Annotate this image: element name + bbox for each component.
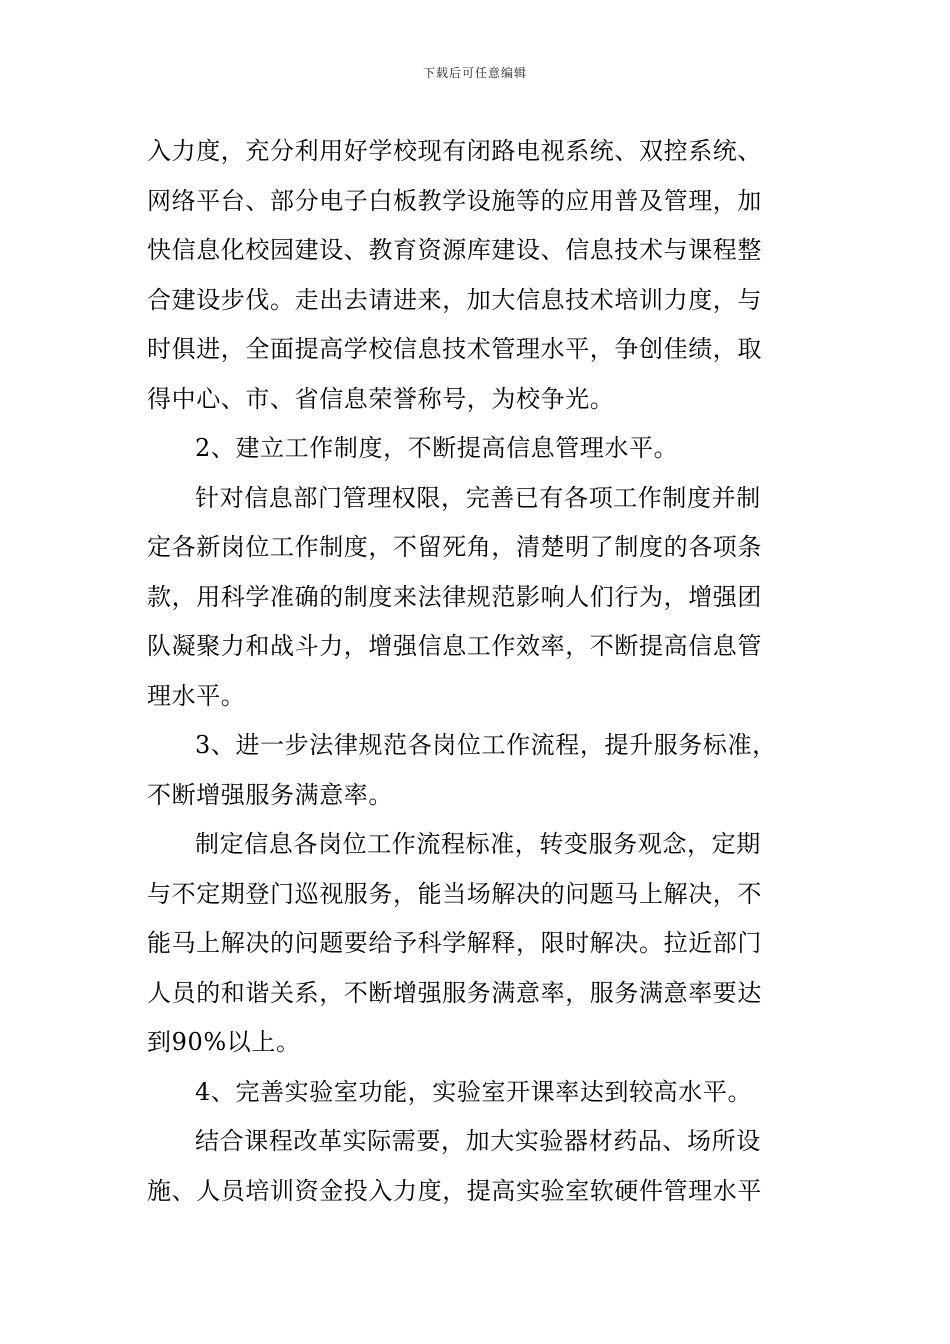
text-line: 定各新岗位工作制度，不留死角，清楚明了制度的各项条 — [147, 533, 762, 561]
text-line: 得中心、市、省信息荣誉称号，为校争光。 — [147, 384, 615, 413]
text-line: 时俱进，全面提高学校信息技术管理水平，争创佳绩，取 — [147, 335, 762, 363]
text-line: 入力度，充分利用好学校现有闭路电视系统、双控系统、 — [147, 137, 762, 165]
text-line: 能马上解决的问题要给予科学解释，限时解决。拉近部门 — [147, 929, 762, 957]
body-text — [147, 127, 807, 1216]
text-line: 到90%以上。 — [147, 1028, 301, 1056]
text-line: 快信息化校园建设、教育资源库建设、信息技术与课程整 — [147, 236, 762, 264]
text-line: 针对信息部门管理权限，完善已有各项工作制度并制 — [195, 483, 761, 512]
section-heading-2: 2、建立工作制度，不断提高信息管理水平。 — [195, 434, 679, 462]
text-line: 制定信息各岗位工作流程标准，转变服务观念，定期 — [195, 830, 761, 858]
text-line: 不断增强服务满意率。 — [147, 780, 393, 809]
text-line: 队凝聚力和战斗力，增强信息工作效率，不断提高信息管 — [147, 632, 762, 660]
text-line: 合建设步伐。走出去请进来，加大信息技术培训力度，与 — [147, 285, 762, 314]
section-heading-4: 4、完善实验室功能，实验室开课率达到较高水平。 — [195, 1077, 753, 1106]
text-line: 与不定期登门巡视服务，能当场解决的问题马上解决，不 — [147, 879, 762, 908]
text-line: 网络平台、部分电子白板教学设施等的应用普及管理，加 — [147, 186, 762, 215]
text-line: 款，用科学准确的制度来法律规范影响人们行为，增强团 — [147, 582, 762, 611]
text-line: 理水平。 — [147, 681, 246, 710]
text-line: 人员的和谐关系，不断增强服务满意率，服务满意率要达 — [147, 978, 762, 1007]
text-line: 结合课程改革实际需要，加大实验器材药品、场所设 — [195, 1127, 761, 1155]
page-header: 下载后可任意编辑 — [422, 66, 527, 80]
text-line: 施、人员培训资金投入力度，提高实验室软硬件管理水平 — [147, 1176, 762, 1205]
section-heading-3: 3、进一步法律规范各岗位工作流程，提升服务标准， — [195, 731, 777, 759]
